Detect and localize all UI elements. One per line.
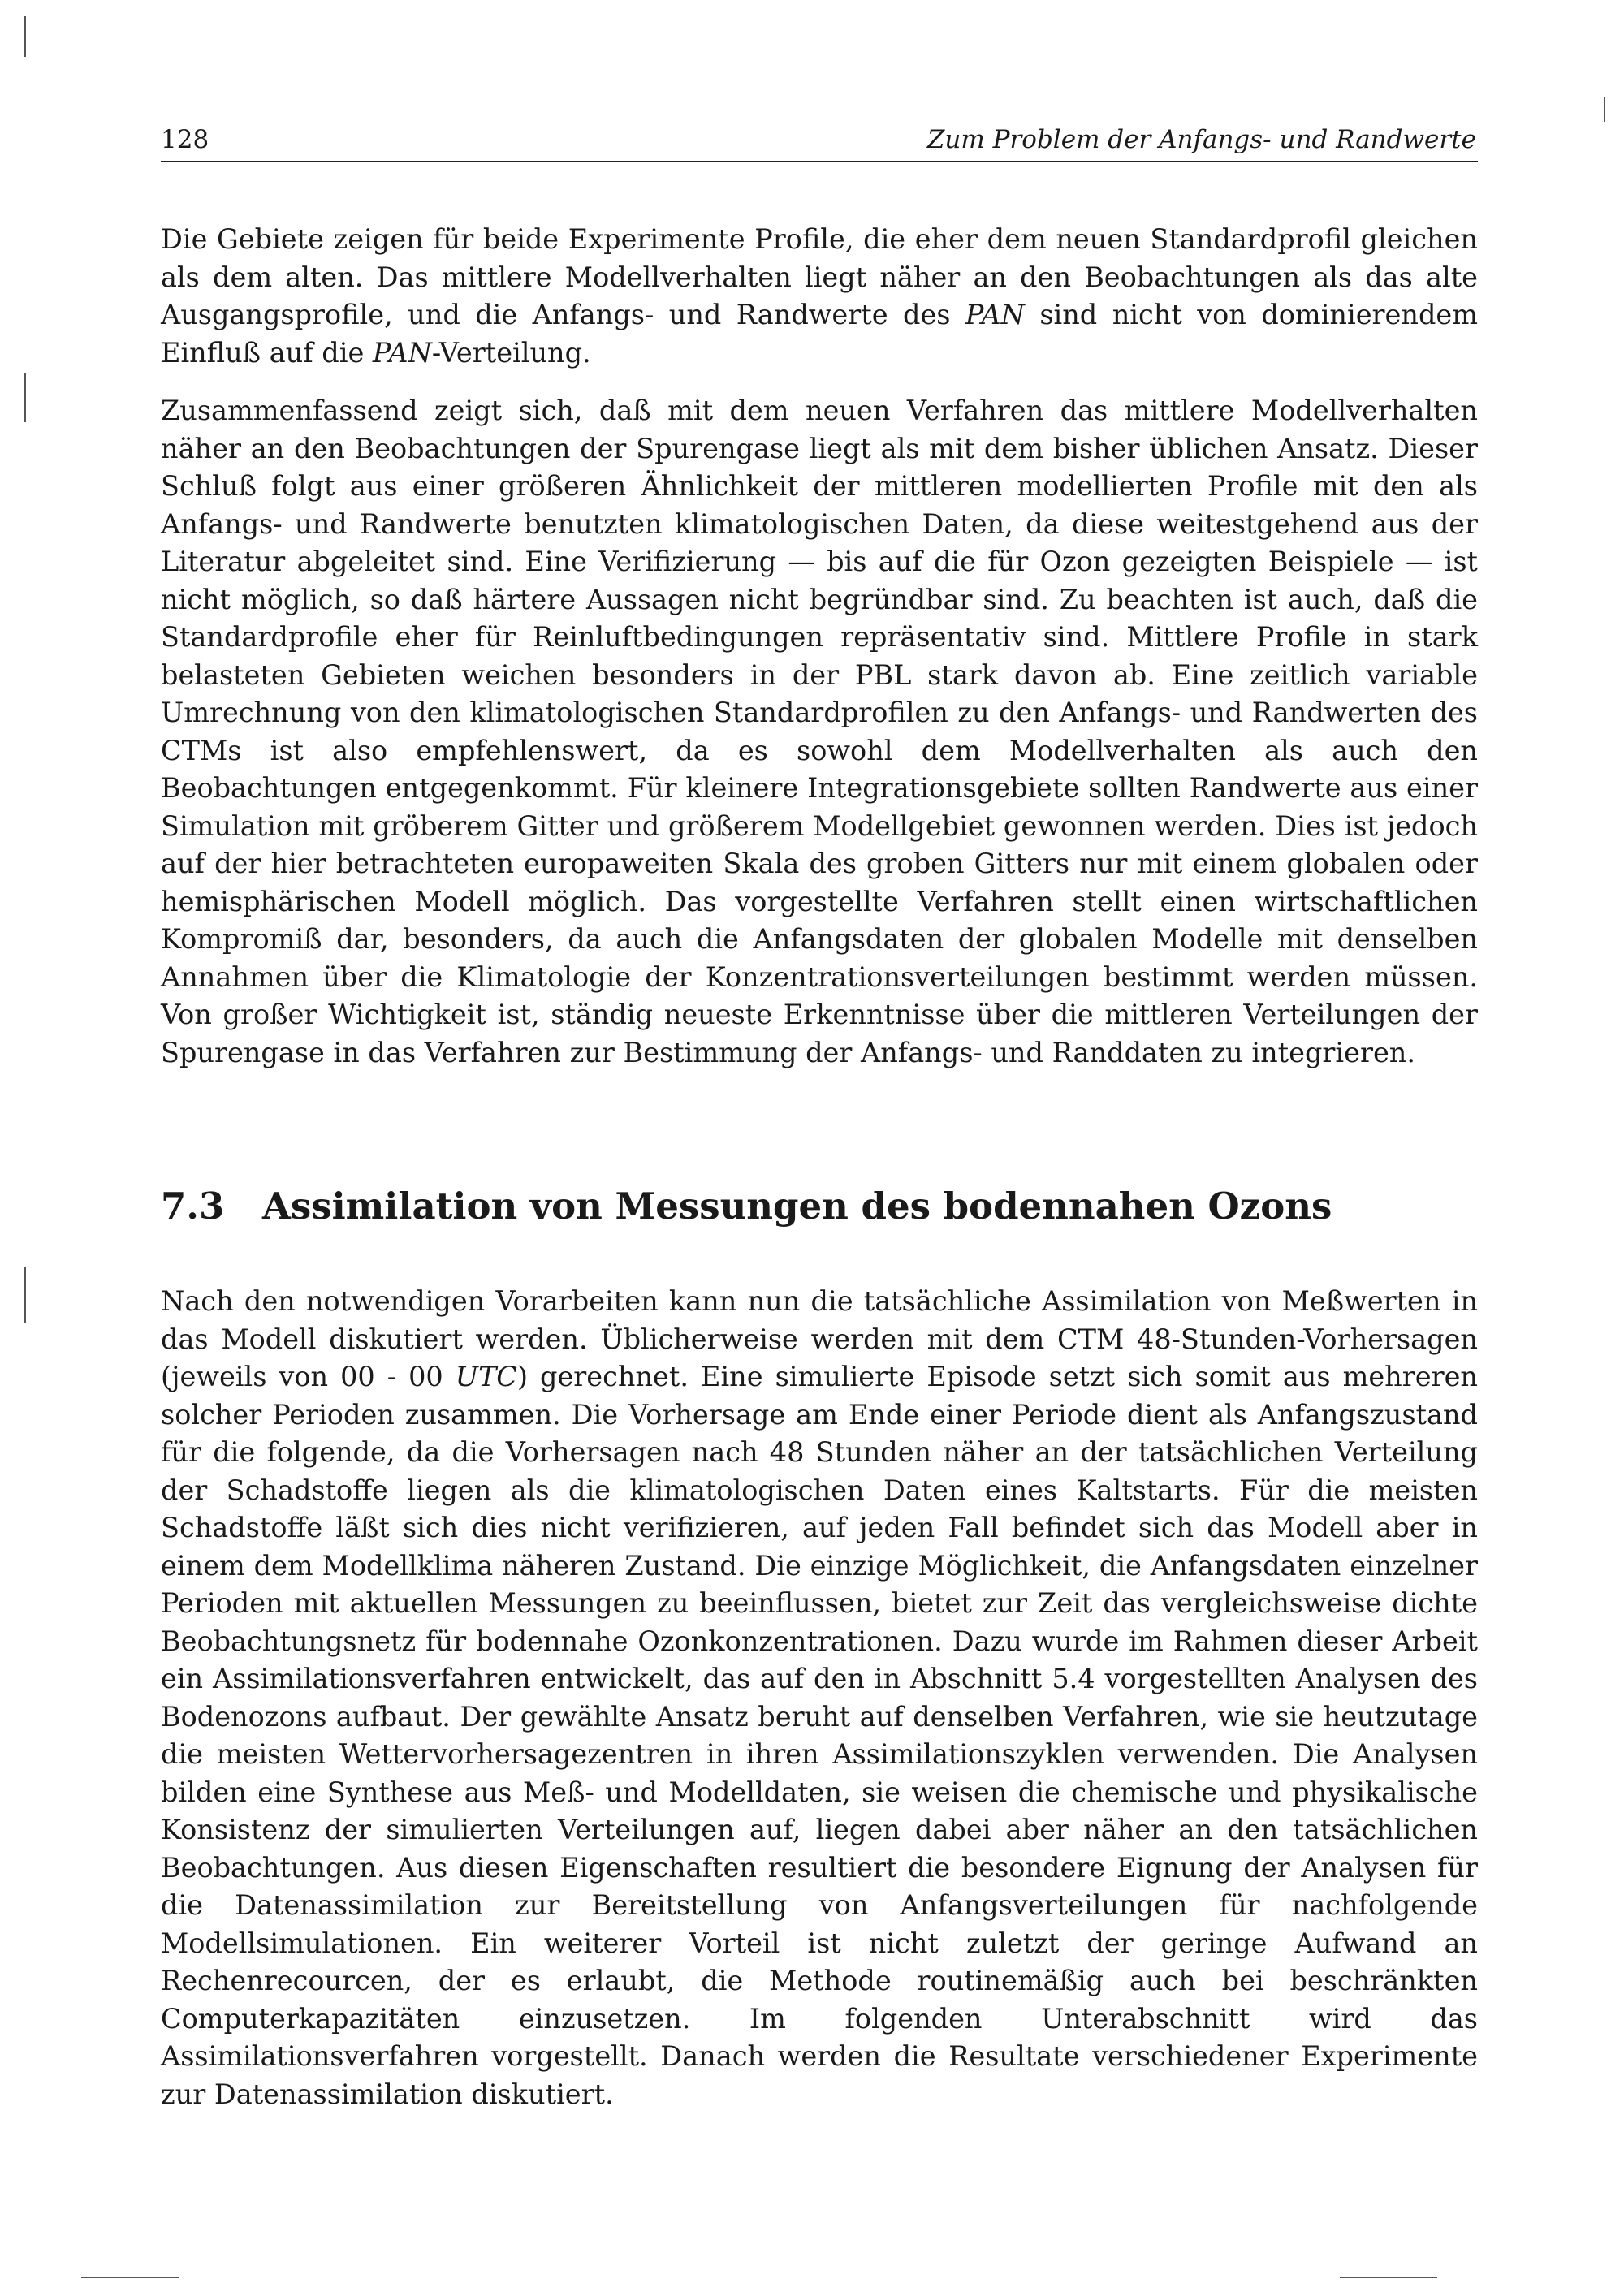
section-title: Assimilation von Messungen des bodennahen Ozons: [262, 1185, 1332, 1228]
paragraph-1: [161, 221, 1478, 372]
scan-artifact-left: [24, 16, 26, 57]
scan-artifact-bottom: [1340, 2277, 1437, 2278]
paragraph-3-text: Nach den notwendigen Vorarbeiten kann nun die tatsächliche Assimilation von Meßwerten in das Modell diskutiert werden. Üblicherweise werden mit dem CTM 48-Stunden-Vorhersagen (jeweils von 00 - 00: [161, 1285, 1478, 1392]
paragraph-2: Zusammenfassend zeigt sich, daß mit dem neuen Verfahren das mittlere Modellverhalten näher an den Beobachtungen der Spurengase liegt als mit dem bisher üblichen Ansatz. Dieser Schluß folgt aus einer größeren Ähnlichkeit der mittleren modellierten Profile mit den als Anfangs- und Randwerte benutzten klimatologischen Daten, da diese weitestgehend aus der Literatur abgeleitet sind. Eine Verifizierung — bis auf die für Ozon gezeigten Beispiele — ist nicht möglich, so daß härtere Aussagen nicht begründbar sind. Zu beachten ist auch, daß die Standardprofile eher für Reinluftbedingungen repräsentativ sind. Mittlere Profile in stark belasteten Gebieten weichen besonders in der PBL stark davon ab. Eine zeitlich variable Umrechnung von den klimatologischen Standardprofilen zu den Anfangs- und Randwerten des CTMs ist also empfehlenswert, da es sowohl dem Modellverhalten als auch den Beobachtungen entgegenkommt. Für kleinere Integrationsgebiete sollten Randwerte aus einer Simulation mit gröberem Gitter und größerem Modellgebiet gewonnen werden. Dies ist jedoch auf der hier betrachteten europaweiten Skala des groben Gitters nur mit einem globalen oder hemisphärischen Modell möglich. Das vorgestellte Verfahren stellt einen wirtschaftlichen Kompromiß dar, besonders, da auch die Anfangsdaten der globalen Modelle mit denselben Annahmen über die Klimatologie der Konzentrationsverteilungen bestimmt werden müssen. Von großer Wichtigkeit ist, ständig neueste Erkenntnisse über die mittleren Verteilungen der Spurengase in das Verfahren zur Bestimmung der Anfangs- und Randdaten zu integrieren.: [161, 395, 1478, 1068]
section-number: 7.3: [161, 1185, 225, 1228]
variable-pan: PAN: [965, 299, 1025, 330]
scan-artifact-right: [1604, 97, 1605, 122]
paragraph-1-text: -Verteilung.: [431, 336, 591, 369]
variable-pan: PAN: [372, 336, 432, 369]
variable-utc: UTC: [455, 1361, 517, 1392]
paragraph-1-text: sind nicht von dominierendem Einfluß auf die: [161, 299, 1478, 369]
scan-artifact-left: [24, 373, 26, 422]
running-title: Zum Problem der Anfangs- und Randwerte: [926, 125, 1476, 154]
paragraph-3: [161, 1283, 1478, 2113]
page-header: [161, 123, 1478, 162]
paragraph-1-text: Die Gebiete zeigen für beide Experimente Profile, die eher dem neuen Standardprofil gleichen als dem alten. Das mittlere Modellverhalten liegt näher an den Beobachtungen als das alte Ausgangsprofile, und die Anfangs- und Randwerte des: [161, 223, 1478, 330]
section-heading: [161, 1182, 1478, 1231]
scan-artifact-bottom: [81, 2277, 179, 2278]
page-number: 128: [161, 125, 209, 154]
scan-artifact-left: [24, 1267, 26, 1323]
paragraph-3-text: ) gerechnet. Eine simulierte Episode setzt sich somit aus mehreren solcher Perioden zusammen. Die Vorhersage am Ende einer Periode dient als Anfangszustand für die folgende, da die Vorhersagen nach 48 Stunden näher an der tatsächlichen Verteilung der Schadstoffe liegen als die klimatologischen Daten eines Kaltstarts. Für die meisten Schadstoffe läßt sich dies nicht verifizieren, auf jeden Fall befindet sich das Modell aber in einem dem Modellklima näheren Zustand. Die einzige Möglichkeit, die Anfangsdaten einzelner Perioden mit aktuellen Messungen zu beeinflussen, bietet zur Zeit das vergleichsweise dichte Beobachtungsnetz für bodennahe Ozonkonzentrationen. Dazu wurde im Rahmen dieser Arbeit ein Assimilationsverfahren entwickelt, das auf den in Abschnitt 5.4 vorgestellten Analysen des Bodenozons aufbaut. Der gewählte Ansatz beruht auf denselben Verfahren, wie sie heutzutage die meisten Wettervorhersagezentren in ihren Assimilationszyklen verwenden. Die Analysen bilden eine Synthese aus Meß- und Modelldaten, sie weisen die chemische und physikalische Konsistenz der simulierten Verteilungen auf, liegen dabei aber näher an den tatsächlichen Beobachtungen. Aus diesen Eigenschaften resultiert die besondere Eignung der Analysen für die Datenassimilation zur Bereitstellung von Anfangsverteilungen für nachfolgende Modellsimulationen. Ein weiterer Vorteil ist nicht zuletzt der geringe Aufwand an Rechenrecourcen, der es erlaubt, die Methode routinemäßig auch bei beschränkten Computerkapazitäten einzusetzen. Im folgenden Unterabschnitt wird das Assimilationsverfahren vorgestellt. Danach werden die Resultate verschiedener Experimente zur Datenassimilation diskutiert.: [161, 1361, 1478, 2110]
